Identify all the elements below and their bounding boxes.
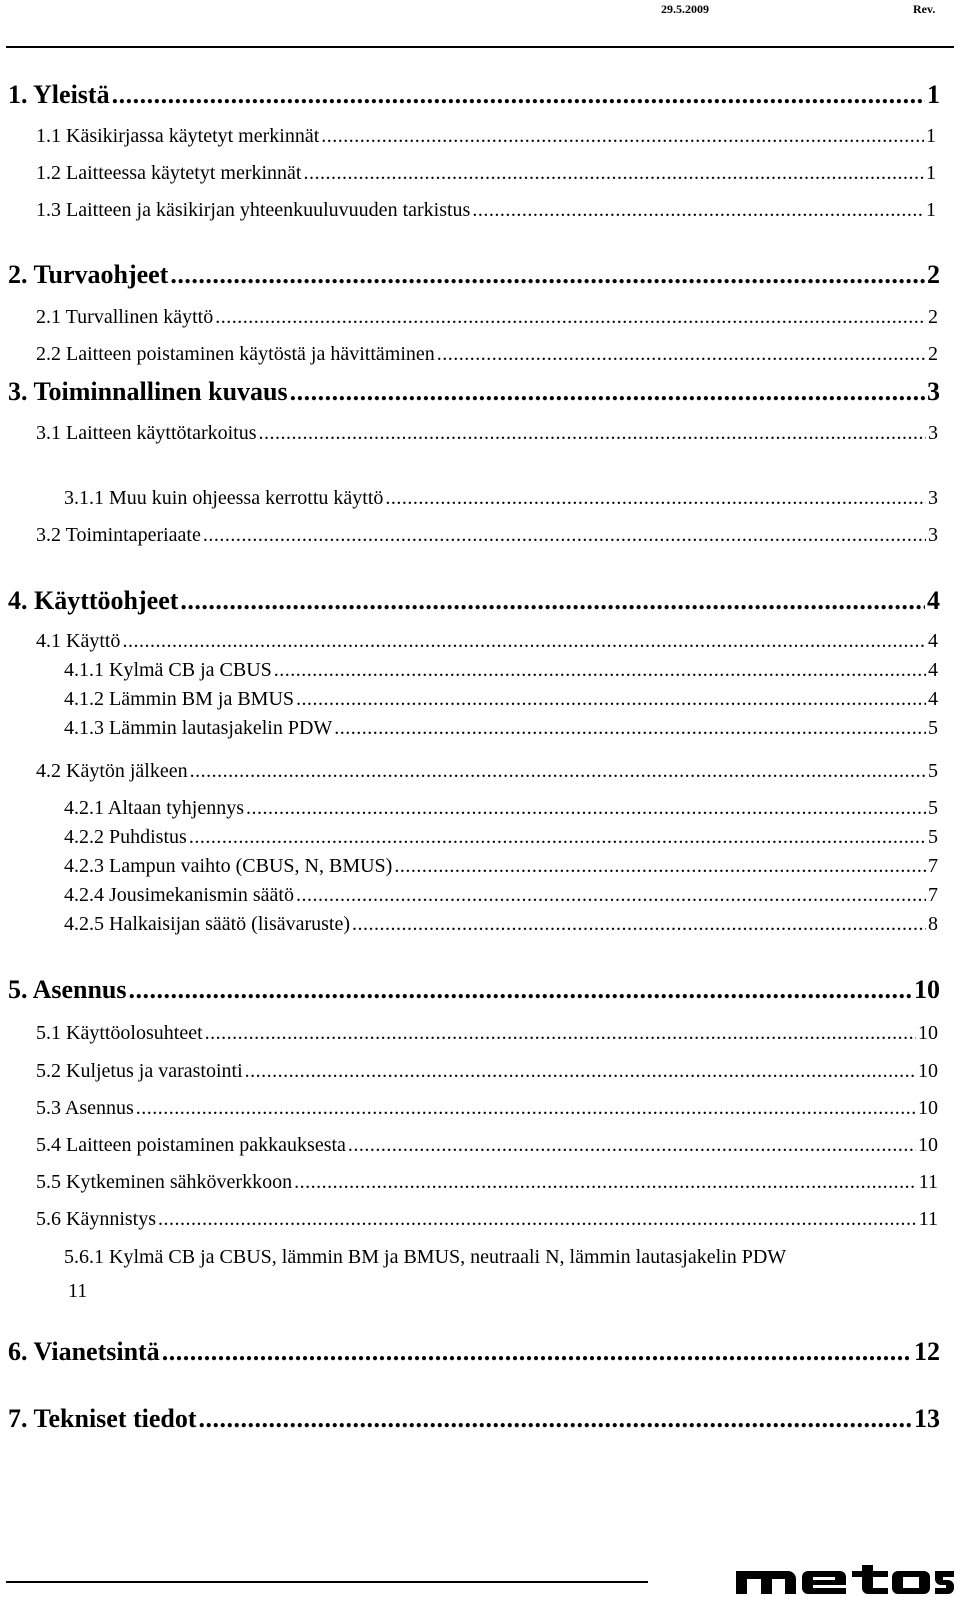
toc-entry-page: 12 bbox=[914, 1337, 940, 1366]
toc-entry-label: 4.2.2 Puhdistus bbox=[64, 826, 187, 848]
toc-entry-label: 4.2.1 Altaan tyhjennys bbox=[64, 797, 244, 819]
toc-entry-page: 4 bbox=[927, 586, 940, 615]
toc-entry-7[interactable] bbox=[8, 1404, 940, 1434]
toc-entry-page: 11 bbox=[918, 1208, 938, 1230]
toc-entry-page: 7 bbox=[928, 855, 938, 877]
toc-leader bbox=[290, 377, 925, 407]
toc-leader bbox=[199, 1404, 912, 1434]
toc-leader bbox=[112, 80, 925, 110]
toc-entry-label: 5.6.1 Kylmä CB ja CBUS, lämmin BM ja BMUS, neutraali N, lämmin lautasjakelin PDW bbox=[64, 1246, 787, 1268]
toc-entry-label: 4.2.5 Halkaisijan säätö (lisävaruste) bbox=[64, 913, 351, 935]
toc-entry-3-1[interactable] bbox=[36, 422, 938, 445]
toc-entry-1-3[interactable] bbox=[36, 199, 936, 222]
toc-leader bbox=[274, 659, 926, 682]
toc-entry-page: 1 bbox=[926, 199, 936, 221]
toc-entry-label: 1. Yleistä bbox=[8, 80, 110, 109]
toc-entry-4-2-3[interactable] bbox=[64, 855, 938, 878]
toc-leader bbox=[437, 343, 926, 366]
toc-entry-5-6[interactable] bbox=[36, 1208, 938, 1231]
toc-entry-2-2[interactable] bbox=[36, 343, 938, 366]
toc-entry-page: 10 bbox=[918, 1134, 938, 1156]
toc-entry-page: 13 bbox=[914, 1404, 940, 1433]
toc-entry-page: 3 bbox=[928, 524, 938, 546]
toc-entry-label: 5. Asennus bbox=[8, 975, 127, 1004]
toc-entry-4-1[interactable] bbox=[36, 630, 938, 653]
toc-entry-page: 1 bbox=[926, 162, 936, 184]
toc-leader bbox=[205, 1022, 916, 1045]
toc-entry-2[interactable] bbox=[8, 260, 940, 290]
toc-entry-label: 5.4 Laitteen poistaminen pakkauksesta bbox=[36, 1134, 346, 1156]
toc-entry-label: 3.1 Laitteen käyttötarkoitus bbox=[36, 422, 257, 444]
toc-leader bbox=[203, 524, 926, 547]
toc-entry-label: 4.2 Käytön jälkeen bbox=[36, 760, 188, 782]
toc-entry-5-4[interactable] bbox=[36, 1134, 938, 1157]
toc-entry-label: 5.5 Kytkeminen sähköverkkoon bbox=[36, 1171, 293, 1193]
toc-entry-page: 8 bbox=[928, 913, 938, 935]
toc-entry-4-2-1[interactable] bbox=[64, 797, 938, 820]
toc-entry-page: 10 bbox=[914, 975, 940, 1004]
toc-entry-6[interactable] bbox=[8, 1337, 940, 1367]
toc-entry-page: 2 bbox=[928, 306, 938, 328]
toc-leader bbox=[180, 586, 925, 616]
toc-leader bbox=[170, 260, 925, 290]
toc-leader bbox=[158, 1208, 917, 1231]
toc-entry-label: 4.2.3 Lampun vaihto (CBUS, N, BMUS) bbox=[64, 855, 393, 877]
metos-logo bbox=[736, 1565, 954, 1595]
toc-leader bbox=[394, 855, 926, 878]
toc-entry-5-2[interactable] bbox=[36, 1060, 938, 1083]
toc-entry-4-2-2[interactable] bbox=[64, 826, 938, 849]
toc-entry-page: 5 bbox=[928, 717, 938, 739]
toc-entry-page: 5 bbox=[928, 797, 938, 819]
toc-leader bbox=[129, 975, 913, 1005]
toc-entry-4-1-2[interactable] bbox=[64, 688, 938, 711]
toc-leader bbox=[259, 422, 927, 445]
toc-entry-page: 3 bbox=[928, 422, 938, 444]
toc-entry-4-2[interactable] bbox=[36, 760, 938, 783]
toc-leader bbox=[352, 913, 926, 936]
toc-entry-page: 3 bbox=[928, 487, 938, 509]
page-header bbox=[0, 2, 960, 22]
toc-entry-page: 5 bbox=[928, 826, 938, 848]
toc-entry-label: 5.1 Käyttöolosuhteet bbox=[36, 1022, 203, 1044]
toc-leader bbox=[245, 1060, 916, 1083]
toc-entry-label: 1.1 Käsikirjassa käytetyt merkinnät bbox=[36, 125, 320, 147]
toc-entry-label: 5.3 Asennus bbox=[36, 1097, 134, 1119]
toc-entry-label: 4.1.3 Lämmin lautasjakelin PDW bbox=[64, 717, 333, 739]
header-date: 29.5.2009 bbox=[661, 2, 709, 16]
toc-leader bbox=[472, 199, 924, 222]
toc-entry-page: 1 bbox=[926, 125, 936, 147]
toc-entry-label: 3.1.1 Muu kuin ohjeessa kerrottu käyttö bbox=[64, 487, 384, 509]
toc-entry-3-1-1[interactable] bbox=[64, 487, 938, 510]
toc-entry-page: 2 bbox=[928, 343, 938, 365]
toc-entry-label: 2. Turvaohjeet bbox=[8, 260, 169, 289]
toc-leader bbox=[215, 306, 926, 329]
toc-entry-3[interactable] bbox=[8, 377, 940, 407]
toc-entry-page: 10 bbox=[918, 1097, 938, 1119]
toc-entry-label: 1.2 Laitteessa käytetyt merkinnät bbox=[36, 162, 302, 184]
toc-leader bbox=[348, 1134, 916, 1157]
toc-entry-4-1-1[interactable] bbox=[64, 659, 938, 682]
toc-entry-1[interactable] bbox=[8, 80, 940, 110]
toc-entry-page: 5 bbox=[928, 760, 938, 782]
toc-leader bbox=[190, 760, 926, 783]
toc-entry-page: 4 bbox=[928, 630, 938, 652]
toc-entry-1-2[interactable] bbox=[36, 162, 936, 185]
toc-leader bbox=[189, 826, 926, 849]
footer-divider bbox=[6, 1581, 648, 1583]
toc-entry-4-1-3[interactable] bbox=[64, 717, 938, 740]
header-divider bbox=[6, 46, 954, 48]
toc-leader bbox=[303, 162, 924, 185]
toc-entry-label: 3.2 Toimintaperiaate bbox=[36, 524, 201, 546]
toc-entry-label: 4.1 Käyttö bbox=[36, 630, 121, 652]
toc-entry-page: 2 bbox=[927, 260, 940, 289]
toc-entry-page: 10 bbox=[918, 1022, 938, 1044]
toc-entry-page: 4 bbox=[928, 688, 938, 710]
toc-entry-5[interactable] bbox=[8, 975, 940, 1005]
toc-entry-4[interactable] bbox=[8, 586, 940, 616]
toc-entry-label: 4.1.2 Lämmin BM ja BMUS bbox=[64, 688, 295, 710]
toc-entry-5-5[interactable] bbox=[36, 1171, 938, 1194]
toc-leader bbox=[294, 1171, 917, 1194]
toc-entry-label: 1.3 Laitteen ja käsikirjan yhteenkuuluvuuden tarkistus bbox=[36, 199, 471, 221]
toc-entry-5-3[interactable] bbox=[36, 1097, 938, 1120]
header-revision: Rev. bbox=[913, 2, 936, 16]
toc-entry-page: 1 bbox=[927, 80, 940, 109]
toc-entry-3-2[interactable] bbox=[36, 524, 938, 547]
toc-entry-page: 4 bbox=[928, 659, 938, 681]
toc-entry-label: 4. Käyttöohjeet bbox=[8, 586, 179, 615]
toc-entry-page: 3 bbox=[927, 377, 940, 406]
toc-leader bbox=[246, 797, 926, 820]
toc-entry-page: 11 bbox=[68, 1280, 88, 1302]
toc-entry-4-2-5[interactable] bbox=[64, 913, 938, 936]
toc-entry-label: 6. Vianetsintä bbox=[8, 1337, 160, 1366]
toc-leader bbox=[385, 487, 926, 510]
toc-entry-4-2-4[interactable] bbox=[64, 884, 938, 907]
toc-entry-label: 4.1.1 Kylmä CB ja CBUS bbox=[64, 659, 272, 681]
toc-entry-1-1[interactable] bbox=[36, 125, 936, 148]
toc-entry-label: 5.2 Kuljetus ja varastointi bbox=[36, 1060, 243, 1082]
toc-entry-5-1[interactable] bbox=[36, 1022, 938, 1045]
toc-leader bbox=[296, 884, 926, 907]
toc-entry-2-1[interactable] bbox=[36, 306, 938, 329]
toc-entry-label: 5.6 Käynnistys bbox=[36, 1208, 156, 1230]
toc-entry-page: 10 bbox=[918, 1060, 938, 1082]
toc-leader bbox=[296, 688, 926, 711]
toc-entry-label: 2.1 Turvallinen käyttö bbox=[36, 306, 214, 328]
toc-entry-label: 3. Toiminnallinen kuvaus bbox=[8, 377, 288, 406]
toc-entry-page: 11 bbox=[918, 1171, 938, 1193]
toc-leader bbox=[334, 717, 926, 740]
toc-leader bbox=[136, 1097, 916, 1120]
toc-entry-label: 4.2.4 Jousimekanismin säätö bbox=[64, 884, 294, 906]
toc-leader bbox=[122, 630, 926, 653]
toc-leader bbox=[162, 1337, 912, 1367]
toc-entry-page: 7 bbox=[928, 884, 938, 906]
toc-entry-label: 2.2 Laitteen poistaminen käytöstä ja hävittäminen bbox=[36, 343, 435, 365]
toc-leader bbox=[321, 125, 924, 148]
toc-entry-5-6-1[interactable] bbox=[64, 1240, 944, 1308]
toc-entry-label: 7. Tekniset tiedot bbox=[8, 1404, 197, 1433]
